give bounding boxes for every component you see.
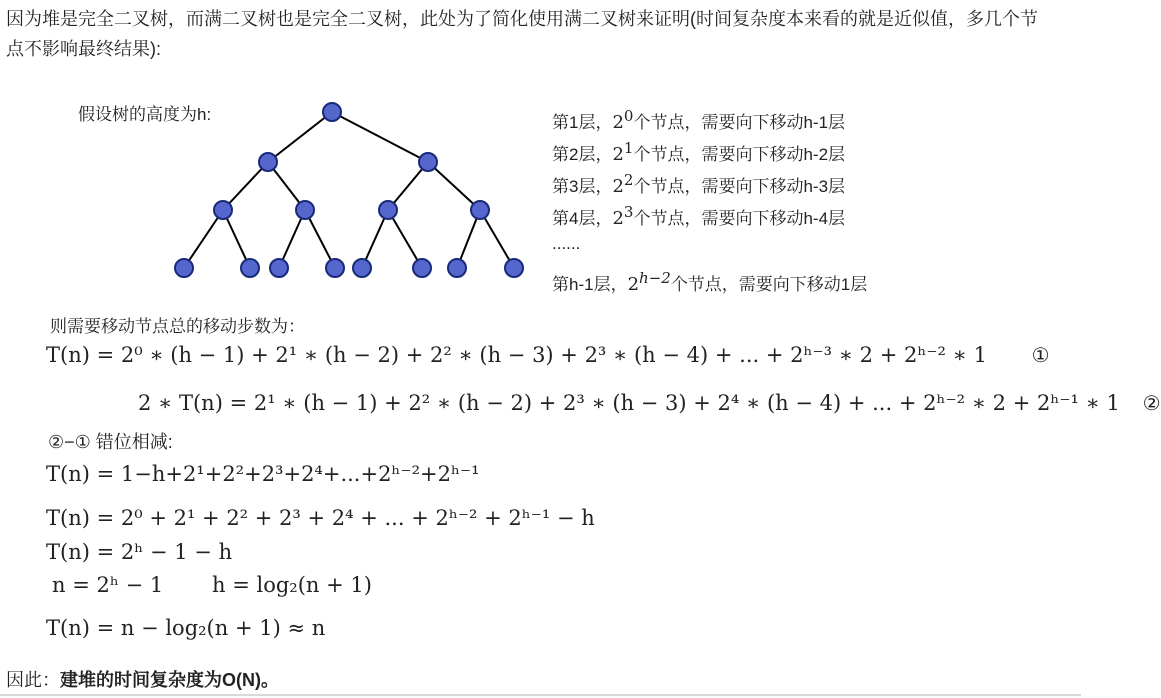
- equation-7: T(n) = n − log₂(n + 1) ≈ n: [46, 616, 326, 640]
- tree-edge: [388, 210, 422, 268]
- equation-2: 2 ∗ T(n) = 2¹ ∗ (h − 1) + 2² ∗ (h − 2) + 2³ ∗ (h − 3) + 2⁴ ∗ (h − 4) + ... + 2ʰ⁻² ∗ 2 + 2ʰ⁻¹ ∗ 1 ②: [138, 391, 1161, 415]
- marker-1: ①: [1031, 343, 1050, 367]
- tree-node: [413, 259, 431, 277]
- level-row: 第3层，$2^2$个节点，需要向下移动h-3层: [552, 171, 846, 197]
- tree-node: [353, 259, 371, 277]
- tree-node: [259, 153, 277, 171]
- total-steps-label: 则需要移动节点总的移动步数为：: [50, 317, 305, 336]
- bottom-divider: [0, 694, 1081, 696]
- tree-node: [323, 103, 341, 121]
- tree-node: [471, 201, 489, 219]
- tree-node: [505, 259, 523, 277]
- tree-edge: [268, 112, 332, 162]
- tree-node: [296, 201, 314, 219]
- tree-node: [214, 201, 232, 219]
- level-ellipsis: ......: [552, 234, 581, 253]
- equation-4: T(n) = 2⁰ + 2¹ + 2² + 2³ + 2⁴ + ... + 2ʰ⁻² + 2ʰ⁻¹ − h: [46, 506, 595, 530]
- binary-tree-diagram: [160, 96, 540, 286]
- equation-5: T(n) = 2ʰ − 1 − h: [46, 540, 233, 564]
- equation-6a: n = 2ʰ − 1: [52, 573, 164, 597]
- tree-edge: [428, 162, 480, 210]
- equation-3: T(n) = 1−h+2¹+2²+2³+2⁴+...+2ʰ⁻²+2ʰ⁻¹: [46, 462, 480, 486]
- tree-node: [270, 259, 288, 277]
- tree-node: [326, 259, 344, 277]
- assume-label: 假设树的高度为h:: [78, 105, 212, 124]
- tree-node: [379, 201, 397, 219]
- tree-node: [175, 259, 193, 277]
- level-row: 第1层，$2^0$个节点，需要向下移动h-1层: [552, 107, 846, 133]
- conclusion-bold: 建堆的时间复杂度为O(N)。: [60, 670, 279, 690]
- marker-2: ②: [1142, 391, 1161, 415]
- level-list: [552, 102, 867, 296]
- conclusion: 因此：建堆的时间复杂度为O(N)。: [6, 670, 279, 690]
- tree-node: [241, 259, 259, 277]
- tree-edge: [480, 210, 514, 268]
- level-row: 第4层，$2^3$个节点，需要向下移动h-4层: [552, 203, 846, 229]
- tree-node: [419, 153, 437, 171]
- tree-edge: [184, 210, 223, 268]
- level-row: 第2层，$2^1$个节点，需要向下移动h-2层: [552, 139, 846, 165]
- subtraction-label: ②−① 错位相减:: [48, 432, 173, 452]
- equation-6b: h = log₂(n + 1): [212, 573, 372, 597]
- level-row: 第h-1层，$2^{h-2}$个节点，需要向下移动1层: [552, 269, 868, 295]
- intro-paragraph: 因为堆是完全二叉树，而满二叉树也是完全二叉树，此处为了简化使用满二叉树来证明(时间复杂度本来看的就是近似值，多几个节点不影响最终结果):: [6, 9, 1038, 59]
- equation-1: T(n) = 2⁰ ∗ (h − 1) + 2¹ ∗ (h − 2) + 2² ∗ (h − 3) + 2³ ∗ (h − 4) + ... + 2ʰ⁻³ ∗ 2 + 2ʰ⁻² ∗ 1 ①: [46, 343, 1050, 367]
- tree-node: [448, 259, 466, 277]
- tree-edge: [332, 112, 428, 162]
